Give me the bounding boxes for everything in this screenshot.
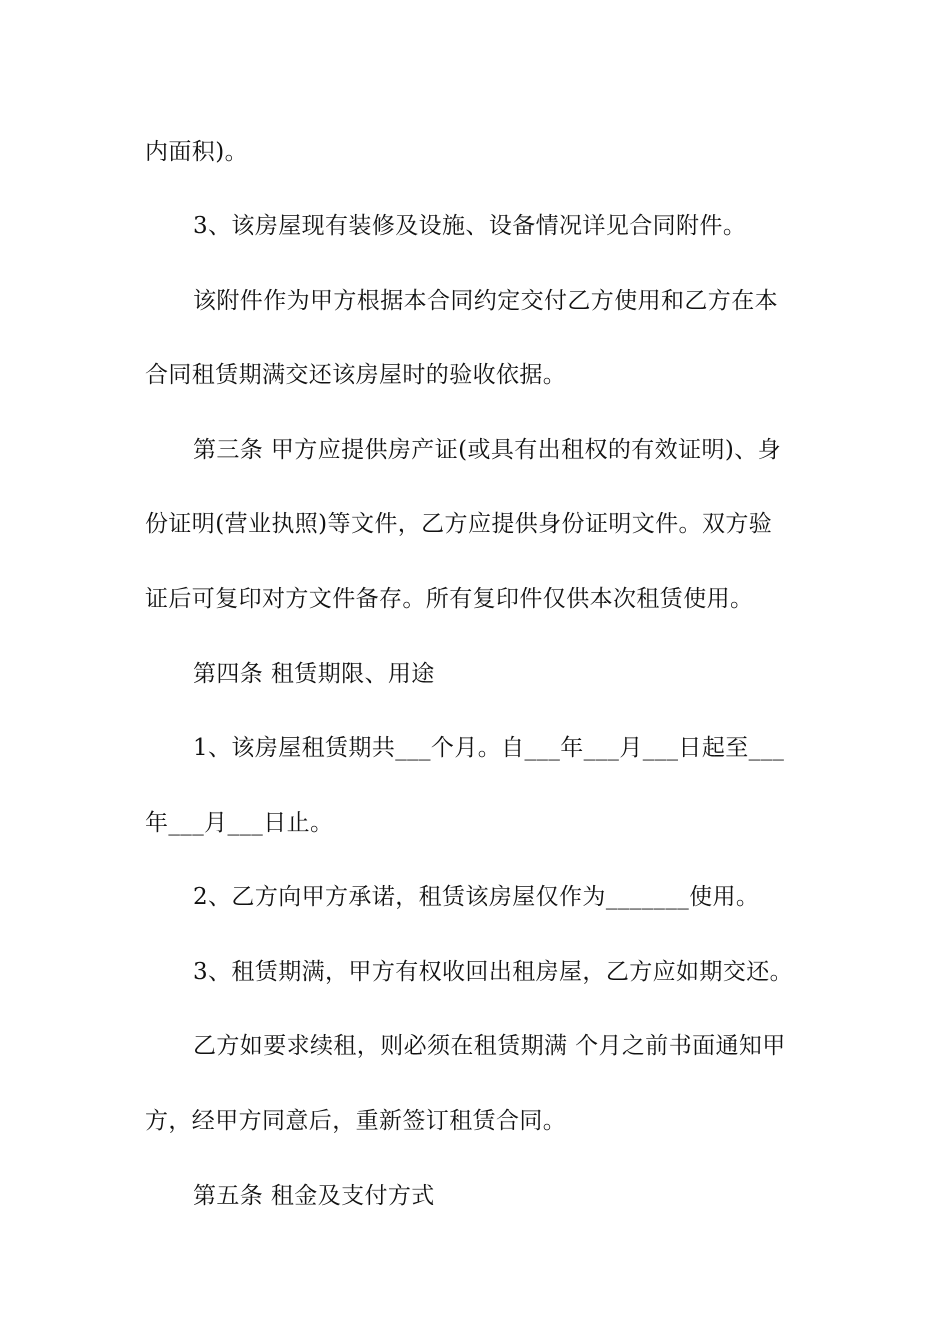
paragraph-line: 年___月___日止。 — [145, 810, 334, 836]
paragraph-line: 3、该房屋现有装修及设施、设备情况详见合同附件。 — [193, 213, 747, 239]
paragraph-line: 第三条 甲方应提供房产证(或具有出租权的有效证明)、身 — [193, 437, 782, 463]
section-heading: 第四条 租赁期限、用途 — [193, 661, 435, 687]
paragraph-line: 方，经甲方同意后，重新签订租赁合同。 — [145, 1108, 567, 1134]
paragraph-line: 内面积)。 — [145, 139, 248, 165]
paragraph-line: 该附件作为甲方根据本合同约定交付乙方使用和乙方在本 — [193, 288, 778, 314]
paragraph-line: 2、乙方向甲方承诺，租赁该房屋仅作为_______使用。 — [193, 884, 760, 910]
paragraph-line: 合同租赁期满交还该房屋时的验收依据。 — [145, 362, 567, 388]
paragraph-line: 乙方如要求续租，则必须在租赁期满 个月之前书面通知甲 — [193, 1033, 786, 1059]
paragraph-line: 证后可复印对方文件备存。所有复印件仅供本次租赁使用。 — [145, 586, 754, 612]
paragraph-line: 1、该房屋租赁期共___个月。自___年___月___日起至___ — [193, 735, 785, 761]
section-heading: 第五条 租金及支付方式 — [193, 1183, 435, 1209]
paragraph-line: 3、租赁期满，甲方有权收回出租房屋，乙方应如期交还。 — [193, 959, 794, 985]
paragraph-line: 份证明(营业执照)等文件，乙方应提供身份证明文件。双方验 — [145, 511, 773, 537]
